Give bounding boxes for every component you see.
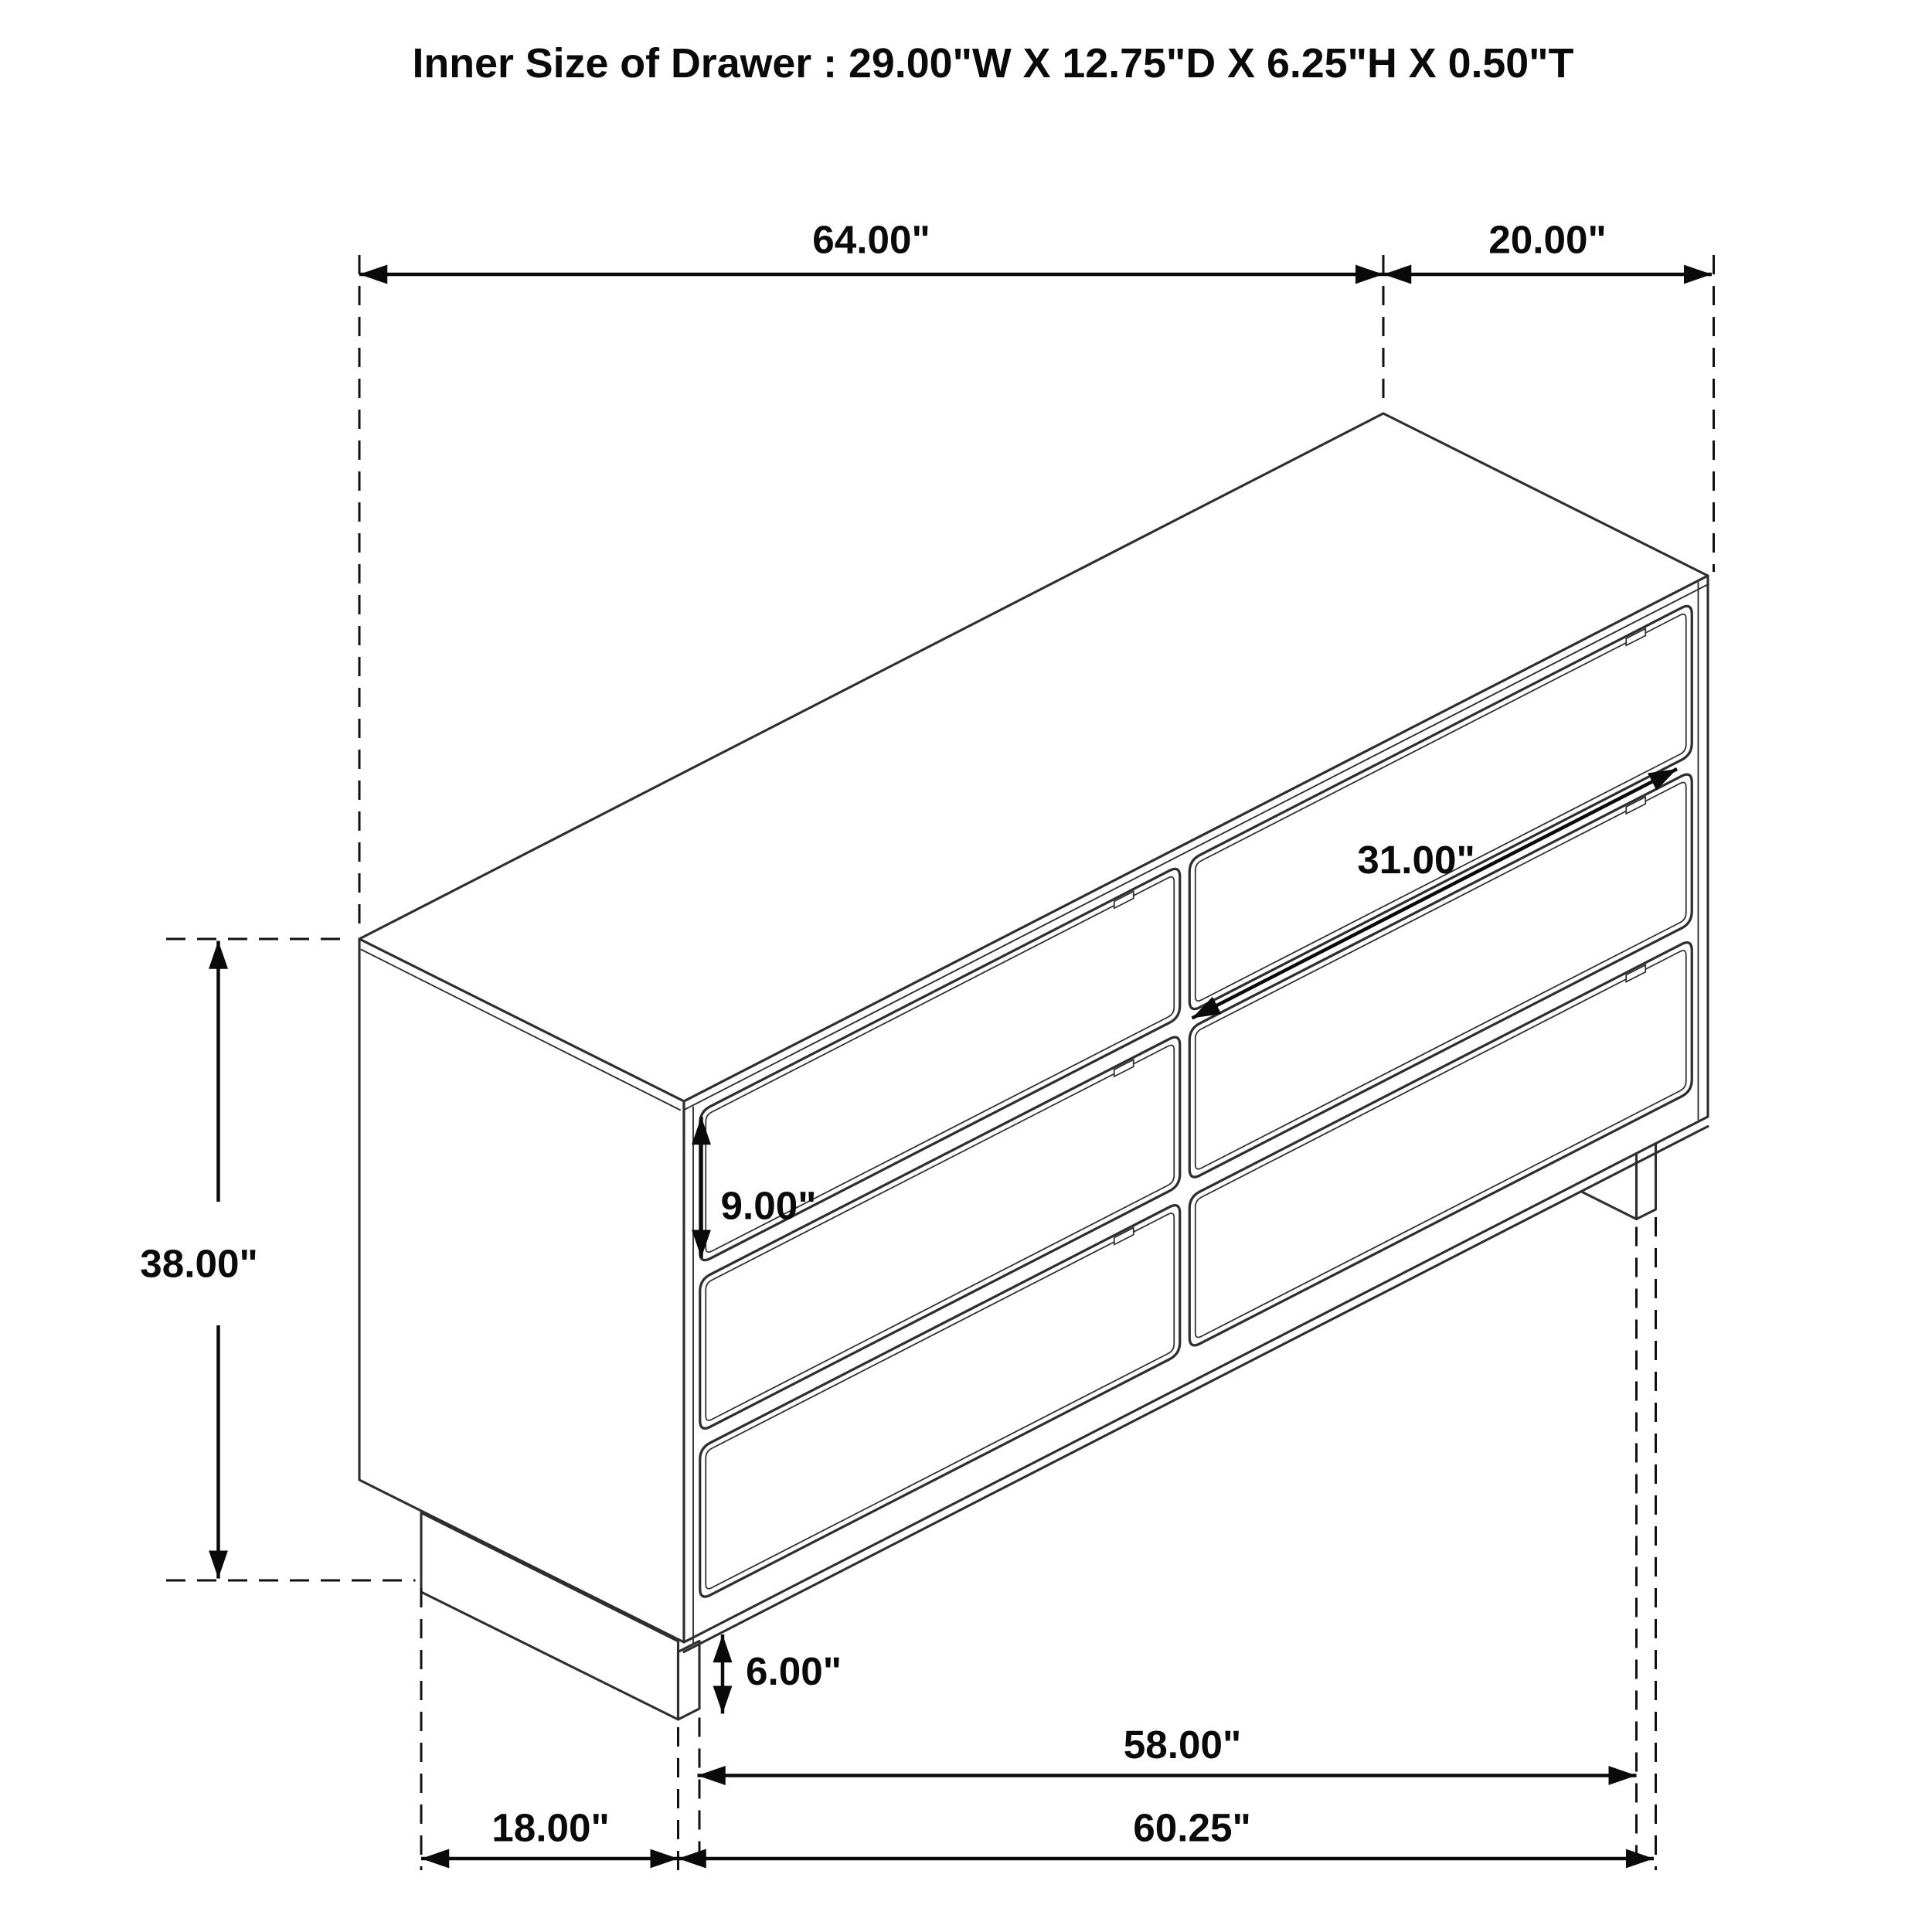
right-foot-bottom-edge: [1581, 1192, 1637, 1219]
dimension-base-width: [679, 1806, 1655, 1859]
dimension-base-depth: [421, 1806, 679, 1859]
drawer-width-label: 31.00": [1357, 838, 1475, 882]
dimension-overall-height: [140, 941, 258, 1579]
overall-height-label: 38.00": [140, 1241, 258, 1286]
dimension-base-height: [723, 1634, 842, 1714]
overall-width-label: 64.00": [812, 217, 930, 262]
left-foot-front-face: [679, 1641, 700, 1720]
base-height-label: 6.00": [746, 1649, 842, 1693]
diagram-title: Inner Size of Drawer : 29.00"W X 12.75"D X 6.25"H X 0.50"T: [412, 40, 1574, 87]
dimension-feet-span: [698, 1723, 1637, 1776]
drawer-height-label: 9.00": [720, 1183, 817, 1228]
overall-depth-label: 20.00": [1488, 217, 1607, 262]
feet-span-label: 58.00": [1123, 1723, 1242, 1767]
dimension-overall-width: [359, 218, 1383, 275]
base-width-label: 60.25": [1133, 1805, 1251, 1850]
base-depth-label: 18.00": [492, 1805, 610, 1850]
dimension-overall-depth: [1383, 218, 1712, 275]
